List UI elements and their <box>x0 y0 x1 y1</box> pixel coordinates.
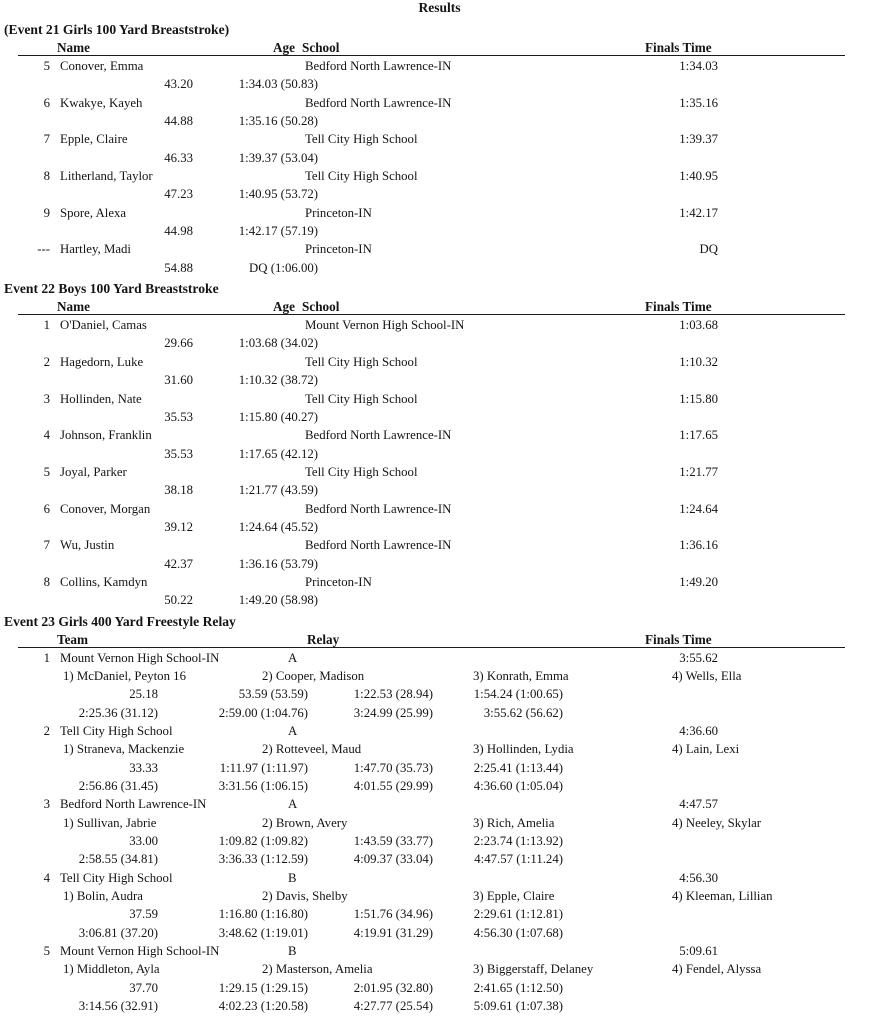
relay-split-5: 2:58.55 (34.81) <box>78 852 158 867</box>
split-1: 35.53 <box>164 446 193 461</box>
split-1: 31.60 <box>164 373 193 388</box>
result-row <box>0 204 879 222</box>
result-finals-time: 1:49.20 <box>679 574 718 589</box>
result-swimmer-name: Joyal, Parker <box>60 464 127 479</box>
result-team-name: Bedford North Lawrence-IN <box>60 797 207 812</box>
result-rank: 6 <box>43 501 50 516</box>
result-row <box>0 426 879 444</box>
relay-split-5: 2:25.36 (31.12) <box>78 705 158 720</box>
relay-swimmers-row <box>0 814 879 832</box>
column-header-team: Team <box>57 631 89 647</box>
result-rank: 6 <box>43 95 50 110</box>
result-school: Princeton-IN <box>305 574 372 589</box>
result-row <box>0 500 879 518</box>
result-swimmer-name: Epple, Claire <box>60 132 128 147</box>
relay-split-3: 2:01.95 (32.80) <box>353 980 433 995</box>
result-row <box>0 167 879 185</box>
split-1: 35.53 <box>164 409 193 424</box>
split-2: 1:39.37 (53.04) <box>238 150 318 165</box>
result-swimmer-name: Wu, Justin <box>60 538 115 553</box>
result-rank: --- <box>37 242 50 257</box>
header-underline <box>18 55 845 56</box>
splits-row <box>0 371 879 389</box>
relay-swimmer-4: 4) Kleeman, Lillian <box>672 889 773 904</box>
relay-split-6: 4:02.23 (1:20.58) <box>218 999 308 1014</box>
relay-swimmers-row <box>0 740 879 758</box>
split-2: 1:49.20 (58.98) <box>238 593 318 608</box>
relay-split-5: 3:14.56 (32.91) <box>78 999 158 1014</box>
splits-row <box>0 185 879 203</box>
column-header-finals: Finals Time <box>645 299 712 315</box>
result-row <box>0 57 879 75</box>
relay-swimmer-3: 3) Epple, Claire <box>473 889 555 904</box>
relay-result-row <box>0 649 879 667</box>
relay-split-5: 2:56.86 (31.45) <box>78 779 158 794</box>
result-row <box>0 353 879 371</box>
relay-swimmer-2: 2) Rotteveel, Maud <box>262 742 362 757</box>
relay-swimmer-1: 1) McDaniel, Peyton 16 <box>63 668 186 683</box>
relay-swimmer-1: 1) Bolin, Audra <box>63 889 143 904</box>
result-school: Princeton-IN <box>305 242 372 257</box>
result-school: Bedford North Lawrence-IN <box>305 501 452 516</box>
relay-letter: A <box>288 797 298 812</box>
relay-splits-row-1 <box>0 832 879 850</box>
relay-split-7: 4:01.55 (29.99) <box>353 779 433 794</box>
result-finals-time: 5:09.61 <box>679 944 718 959</box>
result-finals-time: 1:35.16 <box>679 95 718 110</box>
relay-split-6: 3:31.56 (1:06.15) <box>218 779 308 794</box>
result-rank: 3 <box>43 797 50 812</box>
result-finals-time: 3:55.62 <box>679 650 718 665</box>
splits-row <box>0 334 879 352</box>
relay-split-8: 5:09.61 (1:07.38) <box>473 999 563 1014</box>
relay-swimmer-4: 4) Neeley, Skylar <box>672 815 762 830</box>
result-finals-time: 4:47.57 <box>679 797 718 812</box>
column-header-school: School <box>302 299 340 315</box>
relay-split-2: 1:09.82 (1:09.82) <box>218 834 308 849</box>
relay-split-8: 4:47.57 (1:11.24) <box>474 852 563 867</box>
result-row <box>0 573 879 591</box>
column-header-relay: Relay <box>307 631 340 647</box>
result-school: Bedford North Lawrence-IN <box>305 428 452 443</box>
relay-swimmers-row <box>0 960 879 978</box>
events-container <box>0 18 879 1016</box>
relay-result-row <box>0 869 879 887</box>
result-finals-time: DQ <box>699 242 718 257</box>
result-school: Bedford North Lawrence-IN <box>305 59 452 73</box>
relay-split-5: 3:06.81 (37.20) <box>78 925 158 940</box>
result-rank: 2 <box>43 354 50 369</box>
split-1: 44.98 <box>164 224 193 239</box>
result-finals-time: 1:15.80 <box>679 391 718 406</box>
result-row <box>0 240 879 258</box>
result-finals-time: 1:40.95 <box>679 169 718 184</box>
result-rank: 5 <box>43 59 50 73</box>
split-1: 54.88 <box>164 260 193 275</box>
split-2: 1:35.16 (50.28) <box>238 114 318 129</box>
split-2: DQ (1:06.00) <box>249 260 318 275</box>
column-header-row <box>0 633 879 649</box>
result-school: Tell City High School <box>305 132 418 147</box>
relay-swimmer-2: 2) Masterson, Amelia <box>262 962 373 977</box>
relay-result-row <box>0 722 879 740</box>
relay-splits-row-2 <box>0 704 879 722</box>
splits-row <box>0 481 879 499</box>
split-1: 42.37 <box>164 556 193 571</box>
relay-letter: B <box>288 870 297 885</box>
relay-splits-row-1 <box>0 685 879 703</box>
splits-row <box>0 555 879 573</box>
result-rank: 8 <box>43 574 50 589</box>
result-finals-time: 1:36.16 <box>679 538 718 553</box>
result-finals-time: 1:39.37 <box>679 132 718 147</box>
relay-swimmer-1: 1) Middleton, Ayla <box>63 962 160 977</box>
relay-swimmer-1: 1) Sullivan, Jabrie <box>63 815 157 830</box>
split-2: 1:34.03 (50.83) <box>238 77 318 92</box>
result-swimmer-name: Johnson, Franklin <box>60 428 152 443</box>
result-swimmer-name: Hagedorn, Luke <box>60 354 144 369</box>
column-header-finals: Finals Time <box>645 40 712 55</box>
relay-swimmer-3: 3) Rich, Amelia <box>473 815 555 830</box>
relay-swimmer-2: 2) Cooper, Madison <box>262 668 365 683</box>
result-team-name: Tell City High School <box>60 724 173 738</box>
split-1: 38.18 <box>164 483 193 498</box>
result-row <box>0 316 879 334</box>
relay-split-4: 2:25.41 (1:13.44) <box>473 760 563 775</box>
split-1: 47.23 <box>164 187 193 202</box>
relay-split-6: 3:48.62 (1:19.01) <box>218 925 308 940</box>
relay-swimmer-3: 3) Hollinden, Lydia <box>473 742 574 757</box>
result-swimmer-name: Spore, Alexa <box>60 205 127 220</box>
relay-result-row <box>0 942 879 960</box>
result-finals-time: 1:10.32 <box>679 354 718 369</box>
result-rank: 2 <box>43 724 50 738</box>
result-rank: 1 <box>43 318 50 333</box>
relay-split-1: 37.70 <box>129 980 158 995</box>
splits-row <box>0 259 879 277</box>
relay-split-8: 4:56.30 (1:07.68) <box>473 925 563 940</box>
splits-row <box>0 112 879 130</box>
splits-row <box>0 445 879 463</box>
splits-row <box>0 408 879 426</box>
split-1: 43.20 <box>164 77 193 92</box>
splits-row <box>0 591 879 609</box>
column-header-age: Age <box>273 40 295 55</box>
result-team-name: Tell City High School <box>60 870 173 885</box>
result-swimmer-name: Kwakye, Kayeh <box>60 95 143 110</box>
splits-row <box>0 222 879 240</box>
relay-swimmer-1: 1) Straneva, Mackenzie <box>63 742 185 757</box>
relay-split-7: 4:09.37 (33.04) <box>353 852 433 867</box>
split-2: 1:21.77 (43.59) <box>238 483 318 498</box>
result-rank: 8 <box>43 169 50 184</box>
column-header-name: Name <box>57 299 90 315</box>
relay-split-1: 33.33 <box>129 760 158 775</box>
header-underline <box>18 647 845 648</box>
relay-split-7: 4:19.91 (31.29) <box>353 925 433 940</box>
split-2: 1:03.68 (34.02) <box>238 336 318 351</box>
result-school: Tell City High School <box>305 354 418 369</box>
relay-split-3: 1:22.53 (28.94) <box>353 687 433 702</box>
result-row <box>0 390 879 408</box>
relay-swimmer-4: 4) Lain, Lexi <box>672 742 740 757</box>
split-1: 44.88 <box>164 114 193 129</box>
relay-split-4: 2:23.74 (1:13.92) <box>473 834 563 849</box>
relay-swimmers-row <box>0 667 879 685</box>
column-header-row <box>0 41 879 57</box>
relay-result-row <box>0 795 879 813</box>
relay-splits-row-2 <box>0 997 879 1015</box>
result-swimmer-name: Hartley, Madi <box>60 242 131 257</box>
split-2: 1:15.80 (40.27) <box>238 409 318 424</box>
result-school: Tell City High School <box>305 169 418 184</box>
relay-split-6: 2:59.00 (1:04.76) <box>218 705 308 720</box>
result-row <box>0 130 879 148</box>
relay-splits-row-2 <box>0 850 879 868</box>
relay-split-2: 53.59 (53.59) <box>238 687 308 702</box>
relay-split-6: 3:36.33 (1:12.59) <box>218 852 308 867</box>
relay-splits-row-2 <box>0 777 879 795</box>
relay-split-8: 4:36.60 (1:05.04) <box>473 779 563 794</box>
relay-swimmer-4: 4) Wells, Ella <box>672 668 742 683</box>
result-school: Tell City High School <box>305 391 418 406</box>
result-finals-time: 1:03.68 <box>679 318 718 333</box>
result-row <box>0 463 879 481</box>
splits-row <box>0 518 879 536</box>
relay-split-3: 1:51.76 (34.96) <box>353 907 433 922</box>
result-finals-time: 1:42.17 <box>679 205 718 220</box>
result-rank: 3 <box>43 391 50 406</box>
result-rank: 7 <box>43 538 50 553</box>
relay-split-4: 1:54.24 (1:00.65) <box>473 687 563 702</box>
column-header-school: School <box>302 40 340 55</box>
result-finals-time: 1:17.65 <box>679 428 718 443</box>
result-rank: 4 <box>43 870 50 885</box>
relay-swimmer-3: 3) Biggerstaff, Delaney <box>473 962 594 977</box>
relay-swimmer-4: 4) Fendel, Alyssa <box>672 962 762 977</box>
split-2: 1:42.17 (57.19) <box>238 224 318 239</box>
event-heading: (Event 21 Girls 100 Yard Breaststroke) <box>4 22 230 37</box>
result-finals-time: 1:24.64 <box>679 501 718 516</box>
result-rank: 5 <box>43 944 50 959</box>
relay-letter: B <box>288 944 297 959</box>
result-school: Mount Vernon High School-IN <box>305 318 465 333</box>
relay-split-2: 1:16.80 (1:16.80) <box>218 907 308 922</box>
result-team-name: Mount Vernon High School-IN <box>60 650 220 665</box>
result-row <box>0 536 879 554</box>
event-heading: Event 22 Boys 100 Yard Breaststroke <box>4 281 219 297</box>
splits-row <box>0 75 879 93</box>
result-finals-time: 1:34.03 <box>679 59 718 73</box>
result-finals-time: 4:56.30 <box>679 870 718 885</box>
result-school: Princeton-IN <box>305 205 372 220</box>
result-finals-time: 1:21.77 <box>679 464 718 479</box>
relay-split-3: 1:47.70 (35.73) <box>353 760 433 775</box>
result-team-name: Mount Vernon High School-IN <box>60 944 220 959</box>
result-rank: 9 <box>43 205 50 220</box>
relay-swimmer-2: 2) Davis, Shelby <box>262 889 348 904</box>
relay-split-2: 1:29.15 (1:29.15) <box>218 980 308 995</box>
result-school: Tell City High School <box>305 464 418 479</box>
relay-split-2: 1:11.97 (1:11.97) <box>219 760 308 775</box>
relay-swimmer-3: 3) Konrath, Emma <box>473 668 569 683</box>
column-header-row <box>0 300 879 316</box>
split-1: 50.22 <box>164 593 193 608</box>
result-school: Bedford North Lawrence-IN <box>305 538 452 553</box>
relay-split-1: 25.18 <box>129 687 158 702</box>
relay-split-3: 1:43.59 (33.77) <box>353 834 433 849</box>
split-2: 1:17.65 (42.12) <box>238 446 318 461</box>
split-1: 29.66 <box>164 336 193 351</box>
result-rank: 5 <box>43 464 50 479</box>
event-section <box>0 18 879 277</box>
relay-split-1: 37.59 <box>129 907 158 922</box>
page-title: Results <box>418 0 461 15</box>
result-swimmer-name: O'Daniel, Camas <box>60 318 147 333</box>
result-school: Bedford North Lawrence-IN <box>305 95 452 110</box>
split-2: 1:36.16 (53.79) <box>238 556 318 571</box>
relay-letter: A <box>288 724 298 738</box>
relay-split-1: 33.00 <box>129 834 158 849</box>
column-header-age: Age <box>273 299 295 315</box>
splits-row <box>0 149 879 167</box>
relay-split-4: 2:29.61 (1:12.81) <box>473 907 563 922</box>
relay-split-4: 2:41.65 (1:12.50) <box>473 980 563 995</box>
result-swimmer-name: Conover, Morgan <box>60 501 151 516</box>
event-heading: Event 23 Girls 400 Yard Freestyle Relay <box>4 613 236 629</box>
relay-swimmers-row <box>0 887 879 905</box>
result-rank: 7 <box>43 132 50 147</box>
split-2: 1:24.64 (45.52) <box>238 519 318 534</box>
result-finals-time: 4:36.60 <box>679 724 718 738</box>
relay-split-7: 3:24.99 (25.99) <box>353 705 433 720</box>
split-2: 1:10.32 (38.72) <box>238 373 318 388</box>
result-swimmer-name: Litherland, Taylor <box>60 169 153 184</box>
result-rank: 4 <box>43 428 50 443</box>
relay-splits-row-1 <box>0 905 879 923</box>
header-underline <box>18 314 845 315</box>
relay-swimmer-2: 2) Brown, Avery <box>262 815 348 830</box>
event-section <box>0 610 879 1016</box>
result-swimmer-name: Collins, Kamdyn <box>60 574 148 589</box>
relay-letter: A <box>288 650 298 665</box>
result-row <box>0 94 879 112</box>
result-rank: 1 <box>43 650 50 665</box>
relay-splits-row-1 <box>0 759 879 777</box>
result-swimmer-name: Hollinden, Nate <box>60 391 142 406</box>
result-swimmer-name: Conover, Emma <box>60 59 144 73</box>
column-header-name: Name <box>57 40 90 55</box>
relay-split-8: 3:55.62 (56.62) <box>483 705 563 720</box>
relay-splits-row-1 <box>0 979 879 997</box>
split-1: 39.12 <box>164 519 193 534</box>
split-2: 1:40.95 (53.72) <box>238 187 318 202</box>
event-section <box>0 277 879 610</box>
column-header-finals: Finals Time <box>645 631 712 647</box>
relay-splits-row-2 <box>0 924 879 942</box>
split-1: 46.33 <box>164 150 193 165</box>
relay-split-7: 4:27.77 (25.54) <box>353 999 433 1014</box>
